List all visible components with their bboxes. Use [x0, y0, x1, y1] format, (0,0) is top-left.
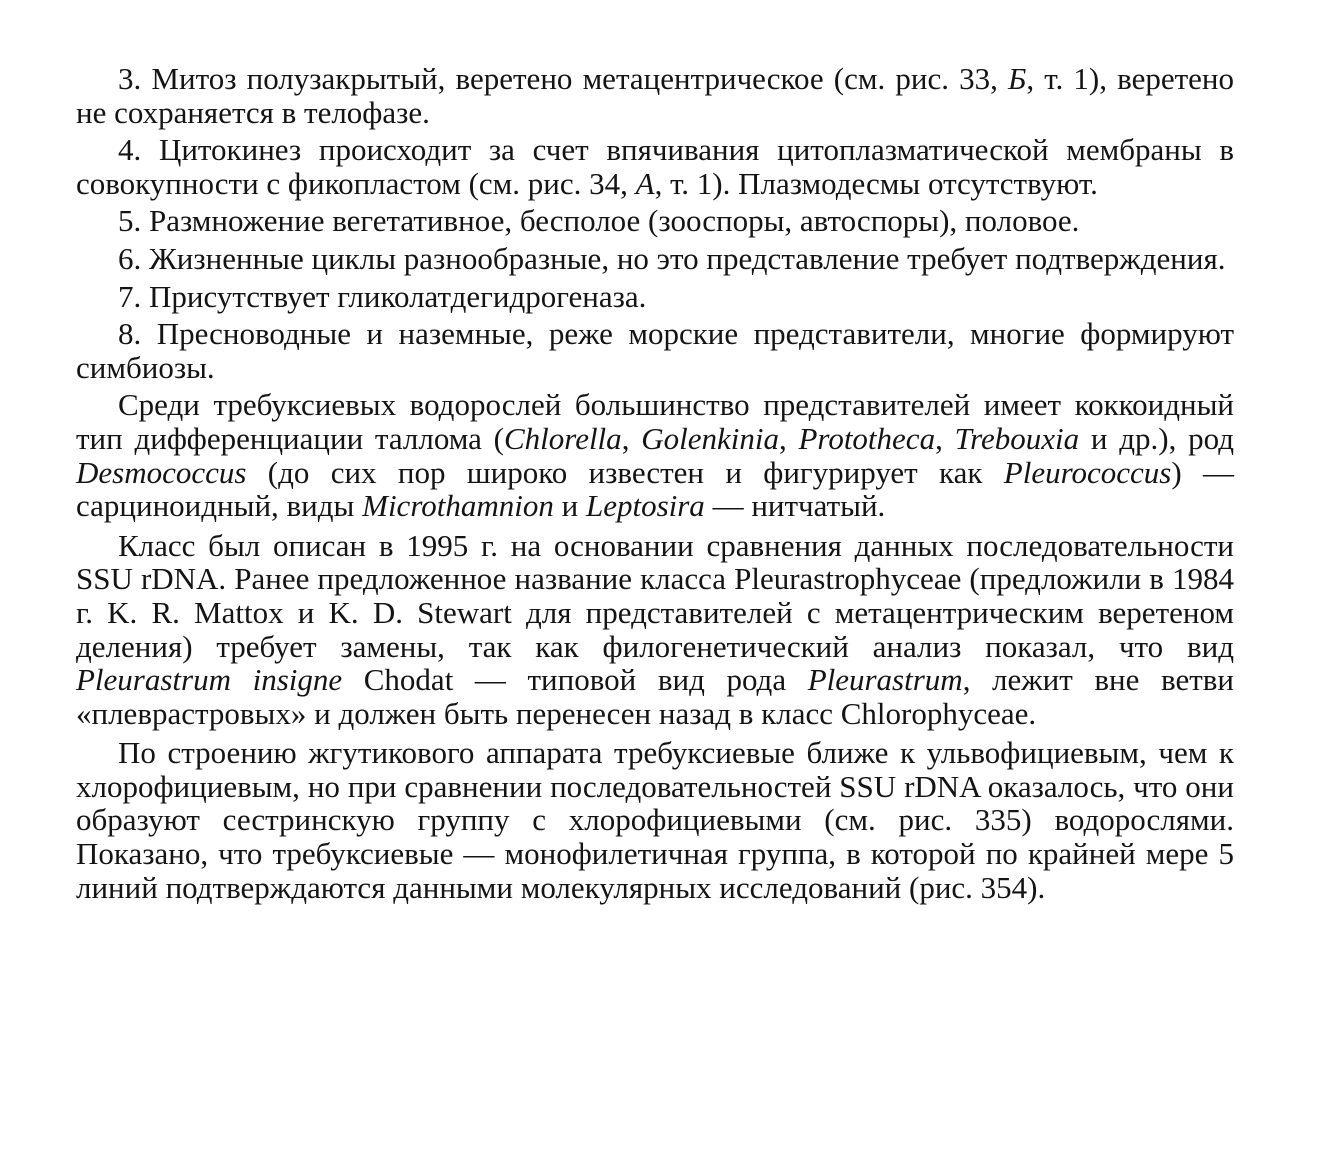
list-item-7 [76, 280, 1234, 314]
list-item-3 [76, 62, 1234, 129]
italic-term: Prototheca [798, 420, 936, 456]
text-run: 3. Митоз полузакрытый, веретено метацентрическое (см. рис. 33, [118, 61, 1009, 96]
paragraph-trebouxia-forms [76, 388, 1234, 522]
text-run: 6. Жизненные циклы разнообразные, но это представление требует подтверждения. [118, 240, 1226, 276]
italic-term: А [635, 165, 655, 201]
paragraph-class-history [76, 529, 1234, 731]
text-run: 8. Пресноводные и наземные, реже морские представители, многие формируют симбиозы. [76, 316, 1234, 385]
italic-term: Pleurococcus [1003, 454, 1172, 490]
italic-term: Б [1008, 61, 1027, 96]
text-run: , [621, 420, 642, 456]
italic-term: Pleurastrum insigne [76, 662, 343, 698]
list-item-4 [76, 133, 1234, 200]
italic-term: Chlorella [503, 420, 622, 456]
italic-term: Pleurastrum [807, 662, 963, 698]
text-run: , т. 1). Плазмодесмы отсутствуют. [654, 165, 1098, 201]
italic-term: Golenkinia [641, 420, 779, 456]
text-run: Chodat — типовой вид рода [342, 662, 808, 698]
text-run: (до сих пор широко известен и фигурирует как [246, 454, 1004, 490]
text-run: и [553, 488, 586, 524]
text-run: Класс был описан в 1995 г. на основании сравнения данных последовательности SSU rDNA. Ранее предложенное название класса Pleurastrophyceae (предложили в 1984 г. K. R. Mattox и K. D. Stewart для представителей с метацентрическим веретеном деления) требует замены, так как филогенетический анализ показал, что вид [76, 527, 1234, 664]
document-page [76, 62, 1234, 908]
text-run: , т. 1), веретено не сохраняется в телофазе. [76, 61, 1234, 130]
italic-term: Microthamnion [362, 488, 554, 524]
text-run: ) — сарциноидный, виды [76, 454, 1235, 524]
list-item-8 [76, 317, 1234, 384]
text-run: По строению жгутикового аппарата требуксиевые ближе к ульвофициевым, чем к хлорофициевым, но при сравнении последовательностей SSU rDNA оказалось, что они образуют сестринскую группу с хлорофициевыми (см. рис. 335) водорослями. Показано, что требуксиевые — монофилетичная группа, в которой по крайней мере 5 линий подтверждаются данными молекулярных исследований (рис. 354). [76, 735, 1234, 905]
text-run: 4. Цитокинез происходит за счет впячивания цитоплазматической мембраны в совокупности с фикопластом (см. рис. 34, [76, 132, 1234, 201]
list-item-6 [76, 242, 1234, 276]
text-run: — нитчатый. [704, 488, 886, 524]
italic-term: Desmococcus [76, 454, 247, 490]
text-run: и др.), род [1079, 420, 1235, 456]
paragraph-flagellar-apparatus [76, 736, 1234, 904]
text-run: 7. Присутствует гликолатдегидрогеназа. [118, 278, 647, 314]
italic-term: Leptosira [585, 488, 705, 524]
text-run: , [935, 420, 955, 456]
text-run: Среди требуксиевых водорослей большинство представителей имеет коккоидный тип дифференциации таллома ( [76, 387, 1234, 456]
italic-term: Trebouxia [954, 420, 1080, 456]
text-run: , лежит вне ветви «плеврастровых» и должен быть перенесен назад в класс Chlorophyceae. [76, 662, 1234, 731]
text-run: 5. Размножение вегетативное, бесполое (зооспоры, автоспоры), половое. [118, 203, 1080, 239]
text-run: , [778, 420, 799, 456]
list-item-5 [76, 204, 1234, 238]
